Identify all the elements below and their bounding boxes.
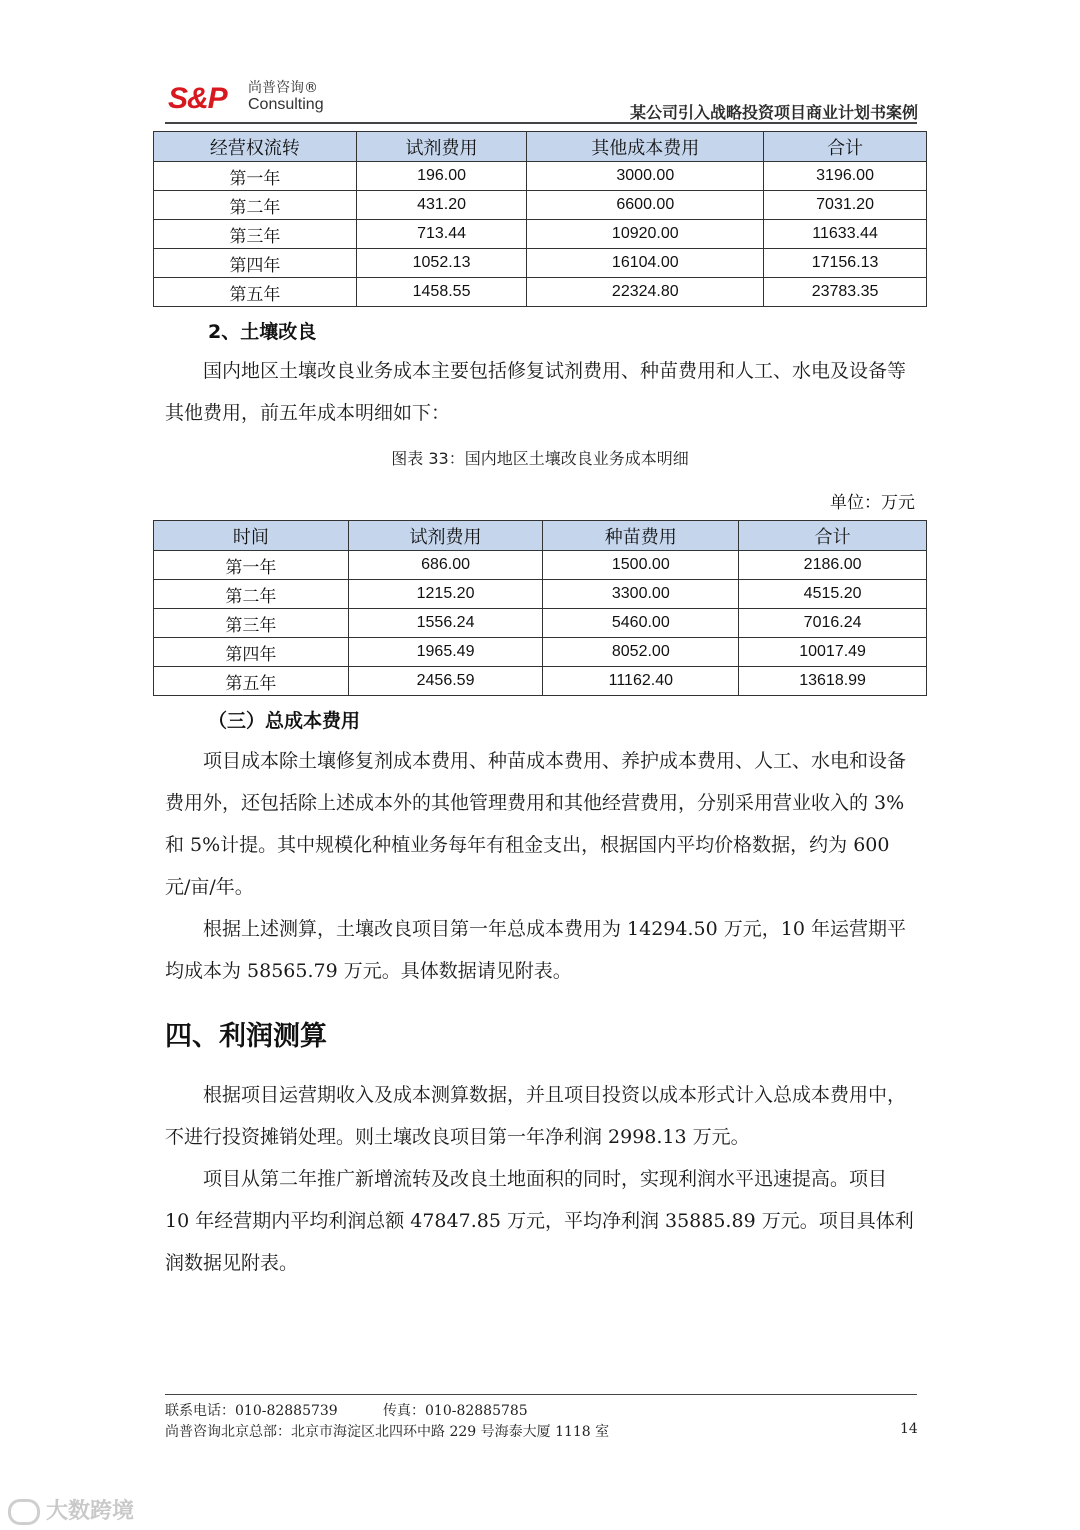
table-header-cell: 种苗费用: [543, 521, 739, 551]
total-cost-paragraphs: [165, 740, 917, 992]
table-cell: 第四年: [154, 638, 349, 667]
table-cell: 1556.24: [348, 609, 543, 638]
footer-phone: 联系电话：010-82885739: [165, 1403, 338, 1419]
logo-en-text: Consulting: [248, 96, 324, 113]
table-cell: 16104.00: [527, 249, 764, 278]
paragraph-text: 项目从第二年推广新增流转及改良土地面积的同时，实现利润水平迅速提高。项目 10 年经营期内平均利润总额 47847.85 万元，平均净利润 35885.89 万元。项目具体利润数据见附表。: [165, 1168, 914, 1274]
table-row: [154, 249, 927, 278]
soil-improvement-paragraph: [165, 350, 917, 434]
paragraph-text: 根据上述测算，土壤改良项目第一年总成本费用为 14294.50 万元，10 年运营期平均成本为 58565.79 万元。具体数据请见附表。: [165, 918, 906, 982]
section-heading-total-cost: （三）总成本费用: [208, 710, 361, 732]
table-cell: 3196.00: [764, 162, 927, 191]
footer-address: 尚普咨询北京总部：北京市海淀区北四环中路 229 号海泰大厦 1118 室: [165, 1424, 610, 1440]
table-cell: 8052.00: [543, 638, 739, 667]
table-header-cell: 时间: [154, 521, 349, 551]
section-heading-soil-improvement: 2、土壤改良: [208, 321, 317, 343]
table-cell: 10920.00: [527, 220, 764, 249]
table-row: [154, 638, 927, 667]
table-cell: 2456.59: [348, 667, 543, 696]
document-title: 某公司引入战略投资项目商业计划书案例: [629, 103, 918, 122]
table-cell: 第三年: [154, 220, 357, 249]
table-cell: 3300.00: [543, 580, 739, 609]
table-cell: 4515.20: [739, 580, 927, 609]
table-cell: 23783.35: [764, 278, 927, 307]
table-cell: 22324.80: [527, 278, 764, 307]
page-number: 14: [900, 1421, 918, 1437]
watermark-icon: [8, 1499, 40, 1525]
header-divider: [165, 122, 917, 124]
table-cell: 2186.00: [739, 551, 927, 580]
paragraph-text: 国内地区土壤改良业务成本主要包括修复试剂费用、种苗费用和人工、水电及设备等其他费用，前五年成本明细如下：: [165, 360, 907, 424]
table-header-cell: 试剂费用: [356, 132, 527, 162]
footer-fax: 传真：010-82885785: [383, 1403, 528, 1419]
table-cell: 第四年: [154, 249, 357, 278]
table-cell: 11633.44: [764, 220, 927, 249]
table-cell: 1458.55: [356, 278, 527, 307]
paragraph-text: 根据项目运营期收入及成本测算数据，并且项目投资以成本形式计入总成本费用中，不进行投资摊销处理。则土壤改良项目第一年净利润 2998.13 万元。: [165, 1084, 907, 1148]
table-header-row: [154, 521, 927, 551]
table-header-cell: 经营权流转: [154, 132, 357, 162]
table-cell: 3000.00: [527, 162, 764, 191]
table-row: [154, 609, 927, 638]
table-cell: 10017.49: [739, 638, 927, 667]
table-header-cell: 合计: [764, 132, 927, 162]
table-cell: 第二年: [154, 191, 357, 220]
table-row: [154, 278, 927, 307]
table-cell: 1500.00: [543, 551, 739, 580]
table-cell: 7016.24: [739, 609, 927, 638]
table-header-cell: 其他成本费用: [527, 132, 764, 162]
footer-divider: [165, 1394, 917, 1395]
profit-paragraphs: [165, 1074, 917, 1284]
table-cell: 第一年: [154, 551, 349, 580]
table-row: [154, 220, 927, 249]
table-row: [154, 580, 927, 609]
table-cell: 第二年: [154, 580, 349, 609]
table-cell: 1965.49: [348, 638, 543, 667]
logo-mark: S&P: [168, 82, 227, 115]
soil-improvement-cost-table: [153, 520, 927, 696]
table-header-cell: 试剂费用: [348, 521, 543, 551]
table-row: [154, 667, 927, 696]
table-cell: 686.00: [348, 551, 543, 580]
table-header-row: [154, 132, 927, 162]
table-header-cell: 合计: [739, 521, 927, 551]
table-row: [154, 191, 927, 220]
table-cell: 1215.20: [348, 580, 543, 609]
table-cell: 13618.99: [739, 667, 927, 696]
table-row: [154, 162, 927, 191]
table-cell: 1052.13: [356, 249, 527, 278]
table-cell: 5460.00: [543, 609, 739, 638]
table-cell: 第一年: [154, 162, 357, 191]
paragraph-text: 项目成本除土壤修复剂成本费用、种苗成本费用、养护成本费用、人工、水电和设备费用外，还包括除上述成本外的其他管理费用和其他经营费用，分别采用营业收入的 3%和 5%计提。其中规模化种植业务每年有租金支出，根据国内平均价格数据，约为 600 元/亩/年。: [165, 750, 907, 898]
table-row: [154, 551, 927, 580]
company-logo: [168, 78, 343, 118]
logo-cn-text: 尚普咨询®: [248, 80, 318, 96]
watermark-text: 大数跨境: [46, 1499, 135, 1524]
section-heading-profit: 四、利润测算: [165, 1021, 327, 1052]
table-cell: 第三年: [154, 609, 349, 638]
table-cell: 431.20: [356, 191, 527, 220]
table-cell: 7031.20: [764, 191, 927, 220]
table-cell: 713.44: [356, 220, 527, 249]
table-cell: 11162.40: [543, 667, 739, 696]
table-cell: 196.00: [356, 162, 527, 191]
land-transfer-cost-table: [153, 131, 927, 307]
watermark: [8, 1494, 134, 1525]
table-cell: 第五年: [154, 667, 349, 696]
table-cell: 17156.13: [764, 249, 927, 278]
table-cell: 第五年: [154, 278, 357, 307]
unit-label: 单位：万元: [830, 493, 915, 513]
table-cell: 6600.00: [527, 191, 764, 220]
figure-caption: 图表 33：国内地区土壤改良业务成本明细: [391, 449, 689, 468]
